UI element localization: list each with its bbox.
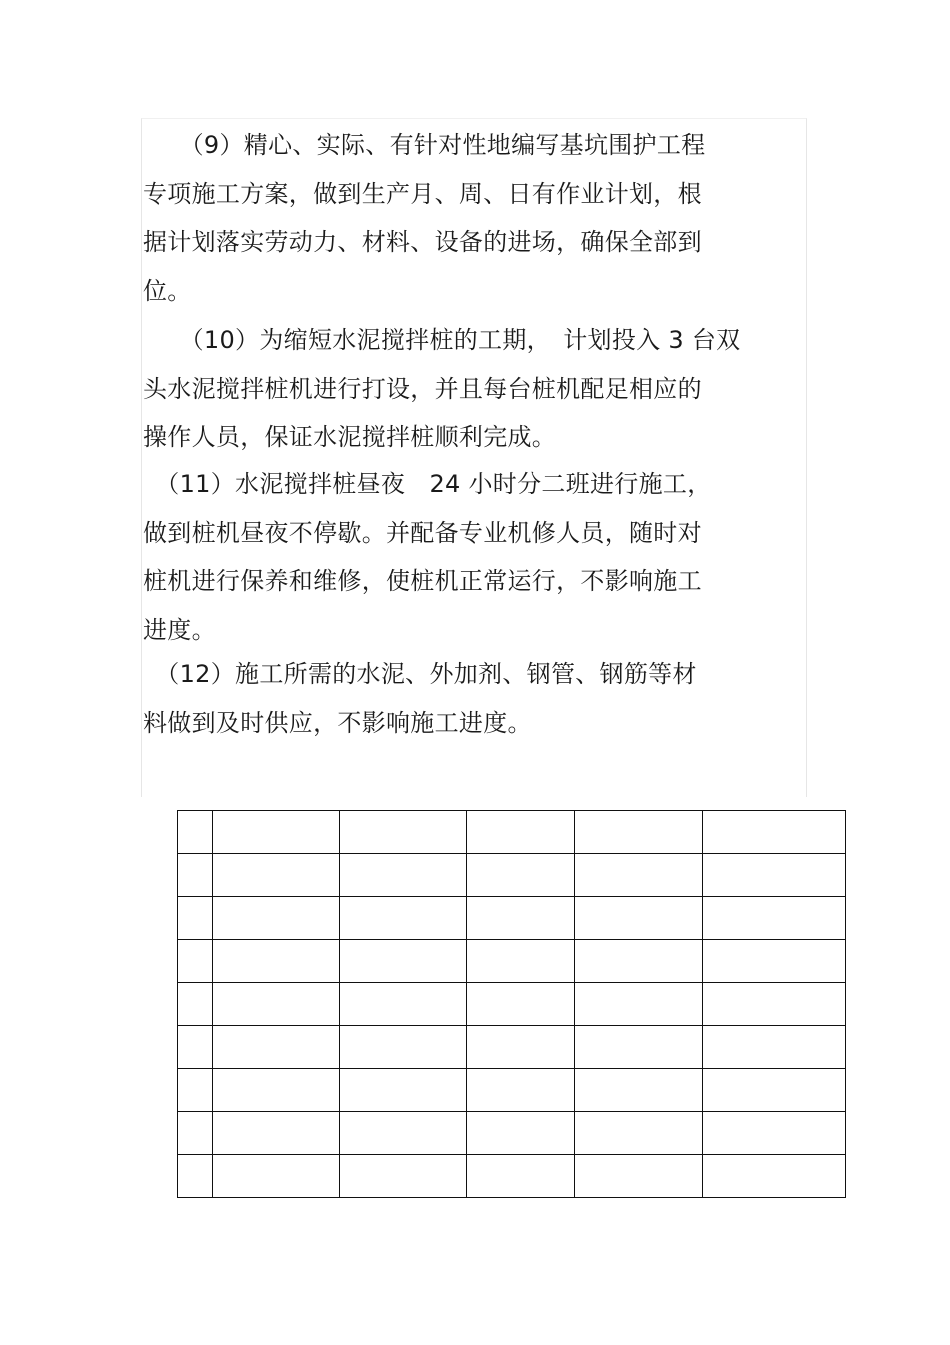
paragraph-line: （10）为缩短水泥搅拌桩的工期， 计划投入 3 台双: [143, 326, 741, 354]
table-body: [178, 811, 846, 1198]
table-cell: [703, 983, 846, 1026]
table-cell: [340, 983, 467, 1026]
paragraph-line: 专项施工方案，做到生产月、周、日有作业计划，根: [143, 179, 702, 208]
table-cell: [178, 1069, 213, 1112]
table-cell: [213, 940, 340, 983]
table-cell: [575, 897, 703, 940]
table-cell: [467, 1112, 575, 1155]
paragraph-line: 头水泥搅拌桩机进行打设，并且每台桩机配足相应的: [143, 374, 702, 403]
table-row: [178, 1026, 846, 1069]
table-cell: [575, 1026, 703, 1069]
table-cell: [467, 940, 575, 983]
table-cell: [178, 983, 213, 1026]
table-cell: [703, 811, 846, 854]
table-row: [178, 983, 846, 1026]
table-cell: [703, 1026, 846, 1069]
table-row: [178, 1112, 846, 1155]
paragraph-11: [143, 460, 712, 654]
table-cell: [703, 1112, 846, 1155]
paragraph-line: 做到桩机昼夜不停歇。并配备专业机修人员，随时对: [143, 518, 702, 547]
table-cell: [178, 1026, 213, 1069]
table-cell: [575, 940, 703, 983]
table-cell: [213, 1026, 340, 1069]
paragraph-line: （11）水泥搅拌桩昼夜 24 小时分二班进行施工，: [143, 470, 712, 498]
paragraph-line: 桩机进行保养和维修，使桩机正常运行，不影响施工: [143, 567, 702, 596]
table-cell: [467, 897, 575, 940]
table-cell: [213, 897, 340, 940]
paragraph-line: 位。: [143, 276, 192, 305]
table-cell: [575, 811, 703, 854]
paragraph-line: （9）精心、实际、有针对性地编写基坑围护工程: [143, 131, 706, 159]
table-cell: [703, 1155, 846, 1198]
table-cell: [213, 811, 340, 854]
table-row: [178, 811, 846, 854]
table-cell: [575, 983, 703, 1026]
table-cell: [575, 1112, 703, 1155]
table-cell: [178, 897, 213, 940]
table-cell: [178, 854, 213, 897]
table-cell: [213, 1155, 340, 1198]
table-cell: [575, 1155, 703, 1198]
table-cell: [178, 1155, 213, 1198]
paragraph-line: （12）施工所需的水泥、外加剂、钢管、钢筋等材: [143, 660, 697, 688]
table-cell: [703, 897, 846, 940]
table-cell: [178, 811, 213, 854]
table-cell: [467, 1069, 575, 1112]
table-row: [178, 897, 846, 940]
paragraph-line: 进度。: [143, 615, 216, 644]
table-cell: [467, 854, 575, 897]
table-cell: [178, 940, 213, 983]
table-cell: [340, 811, 467, 854]
table-cell: [467, 811, 575, 854]
table-cell: [213, 1112, 340, 1155]
table-cell: [340, 940, 467, 983]
table-cell: [575, 854, 703, 897]
empty-grid-table: [177, 810, 846, 1198]
table-row: [178, 940, 846, 983]
table-row: [178, 854, 846, 897]
table-row: [178, 1155, 846, 1198]
paragraph-12: [143, 650, 697, 747]
table-cell: [703, 940, 846, 983]
paragraph-10: [143, 316, 740, 462]
paragraph-line: 据计划落实劳动力、材料、设备的进场，确保全部到: [143, 228, 702, 257]
table-cell: [213, 854, 340, 897]
table-cell: [467, 983, 575, 1026]
table-cell: [340, 1069, 467, 1112]
table-row: [178, 1069, 846, 1112]
table-cell: [340, 1155, 467, 1198]
table-cell: [575, 1069, 703, 1112]
paragraph-line: 操作人员，保证水泥搅拌桩顺利完成。: [143, 423, 557, 452]
table-cell: [178, 1112, 213, 1155]
table-cell: [703, 854, 846, 897]
paragraph-9: [143, 121, 705, 315]
table-cell: [340, 1112, 467, 1155]
table-cell: [340, 897, 467, 940]
table-cell: [467, 1155, 575, 1198]
table-cell: [467, 1026, 575, 1069]
table-cell: [340, 854, 467, 897]
table-cell: [703, 1069, 846, 1112]
table-cell: [213, 983, 340, 1026]
paragraph-line: 料做到及时供应，不影响施工进度。: [143, 708, 532, 737]
table-cell: [213, 1069, 340, 1112]
table-cell: [340, 1026, 467, 1069]
